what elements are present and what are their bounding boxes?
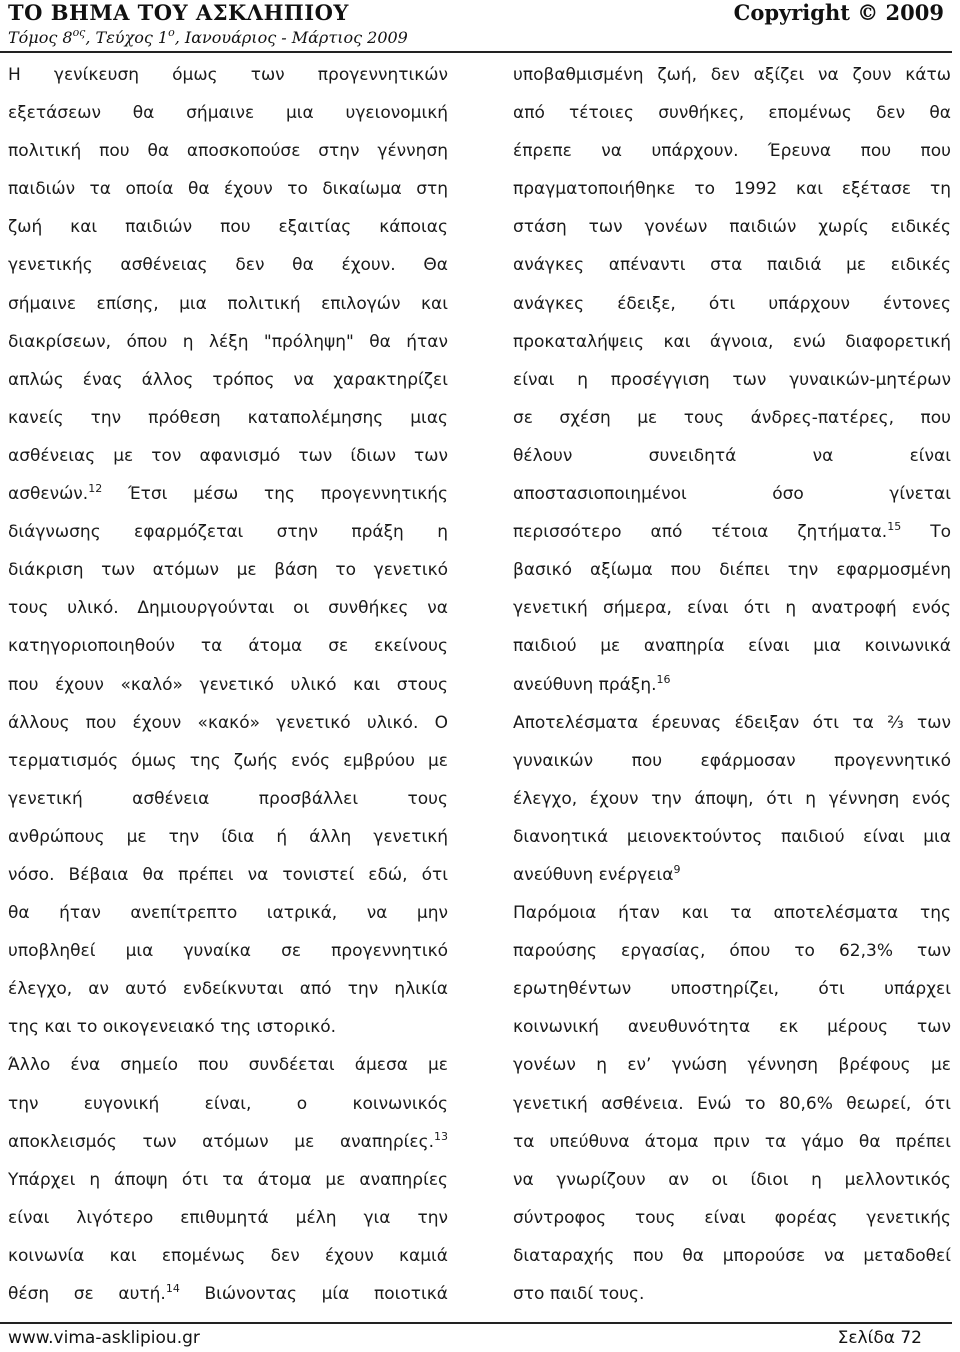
footnote-ref: 13: [434, 1129, 448, 1143]
text-line: έπρεπε να υπάρχουν. Έρευνα που που: [513, 141, 951, 162]
copyright-notice: Copyright © 2009: [733, 0, 944, 25]
text-line: σύντροφος τους είναι φορέας γενετικής: [513, 1207, 951, 1228]
text-line: διαταραχής που θα μπορούσε να μεταδοθεί: [513, 1245, 951, 1266]
text-line: ζωή και παιδιών που εξαιτίας κάποιας: [8, 217, 448, 238]
text-line: τερματισμός όμως της ζωής ενός εμβρύου με: [8, 750, 448, 771]
text-line: διανοητικά μειονεκτούντος παιδιού είναι μια: [513, 826, 951, 847]
text-line: την ευγονική είναι, ο κοινωνικός: [8, 1093, 448, 1114]
text-line: προκαταλήψεις και άγνοια, ενώ διαφορετική: [513, 331, 951, 352]
text-line: εξετάσεων θα σήμαινε μια υγειονομική: [8, 103, 448, 124]
text-line: στο παιδί τους.: [513, 1284, 645, 1304]
text-line: θα ήταν ανεπίτρεπτο ιατρικά, να μην: [8, 903, 448, 924]
text-line: ασθένειας με τον αφανισμό των ίδιων των: [8, 445, 448, 466]
text-line: παρούσης εργασίας, όπου το 62,3% των: [513, 941, 951, 962]
footnote-ref: 14: [165, 1282, 180, 1295]
text-line: κοινωνική ανευθυνότητα εκ μέρους των: [513, 1017, 951, 1038]
text-line: διακρίσεων, όπου η λέξη "πρόληψη" θα ήταν: [8, 331, 448, 352]
text-line: Η γενίκευση όμως των προγεννητικών: [8, 65, 448, 85]
text-line: γενετική ασθένεια. Ενώ το 80,6% θεωρεί, ότι: [513, 1093, 951, 1114]
right-column: [513, 56, 951, 1313]
text-line: γενετική σήμερα, είναι ότι η ανατροφή ενός: [513, 598, 951, 619]
text-line: ανεύθυνη πράξη.$^{16}$: [513, 672, 671, 695]
text-line: Υπάρχει η άποψη ότι τα άτομα με αναπηρίες: [8, 1169, 448, 1190]
text-line: κανείς την πρόθεση καταπολέμησης μιας: [8, 407, 448, 428]
text-line: Παρόμοια ήταν και τα αποτελέσματα της: [513, 903, 951, 924]
text-line: περισσότερο από τέτοια ζητήματα.$^{15}$ Το: [513, 520, 951, 543]
text-line: ασθενών.$^{12}$ Έτσι μέσω της προγεννητικής: [8, 482, 448, 505]
text-line: ανθρώπους με την ίδια ή άλλη γενετική: [8, 826, 448, 847]
text-line: ανάγκες απέναντι στα παιδιά με ειδικές: [513, 255, 951, 276]
text-line: πολιτική που θα αποσκοπούσε στην γέννηση: [8, 141, 448, 162]
text-line: σήμαινε επίσης, μια πολιτική επιλογών και: [8, 293, 448, 314]
text-line: κοινωνία και επομένως δεν έχουν καμιά: [8, 1245, 448, 1266]
text-line: άλλους που έχουν «κακό» γενετικό υλικό. Ο: [8, 712, 448, 733]
text-line: γενετική ασθένεια προσβάλλει τους: [8, 788, 448, 809]
footer-rule: [0, 1322, 952, 1324]
header-rule: [0, 51, 952, 53]
text-line: αποστασιοποιημένοι όσο γίνεται: [513, 484, 951, 505]
footnote-ref: 16: [656, 672, 671, 686]
text-line: τους υλικό. Δημιουργούνται οι συνθήκες να: [8, 598, 448, 619]
journal-title: ΤΟ ΒΗΜΑ ΤΟΥ ΑΣΚΛΗΠΙΟΥ: [8, 0, 349, 25]
text-line: τα υπεύθυνα άτομα πριν τα γάμο θα πρέπει: [513, 1131, 951, 1152]
page-number: Σελίδα 72: [837, 1328, 922, 1348]
text-line: που έχουν «καλό» γενετικό υλικό και στους: [8, 674, 448, 695]
text-line: απλώς ένας άλλος τρόπος να χαρακτηρίζει: [8, 369, 448, 390]
text-line: παιδιού με αναπηρία είναι μια κοινωνικά: [513, 636, 951, 657]
text-line: υποβαθμισμένη ζωή, δεν αξίζει να ζουν κάτω: [513, 65, 951, 85]
text-line: Άλλο ένα σημείο που συνδέεται άμεσα με: [8, 1055, 448, 1076]
text-line: γονέων η εν’ γνώση γέννηση βρέφους με: [513, 1055, 951, 1076]
text-line: έλεγχο, έχουν την άποψη, ότι η γέννηση ενός: [513, 788, 951, 809]
text-line: είναι λιγότερο επιθυμητά μέλη για την: [8, 1207, 448, 1228]
text-line: ανάγκες έδειξε, ότι υπάρχουν έντονες: [513, 293, 951, 314]
text-line: της και το οικογενειακό της ιστορικό.: [8, 1017, 337, 1038]
text-line: αποκλεισμός των ατόμων με αναπηρίες.$^{13}$: [8, 1129, 448, 1152]
text-line: να γνωρίζουν αν οι ίδιοι η μελλοντικός: [513, 1169, 951, 1190]
text-line: κατηγοριοποιηθούν τα άτομα σε εκείνους: [8, 636, 448, 657]
text-line: πραγματοποιήθηκε το 1992 και εξέτασε τη: [513, 179, 951, 200]
text-line: υποβληθεί μια γυναίκα σε προγεννητικό: [8, 941, 448, 962]
text-line: έλεγχο, αν αυτό ενδείκνυται από την ηλικία: [8, 979, 448, 1000]
footnote-ref: 12: [88, 482, 103, 496]
text-line: Αποτελέσματα έρευνας έδειξαν ότι τα ⅔ των: [513, 712, 951, 733]
issue-info: Τόμος $8^{o\varsigma}$, Τεύχος $1^o$, Ιανουάριος - Μάρτιος 2009: [8, 26, 408, 47]
footer-url[interactable]: www.vima-asklipiou.gr: [8, 1328, 200, 1348]
text-line: θέλουν συνειδητά να είναι: [513, 445, 951, 466]
footnote-ref: 15: [887, 520, 902, 534]
text-line: διάγνωσης εφαρμόζεται στην πράξη η: [8, 522, 448, 543]
text-line: διάκριση των ατόμων με βάση το γενετικό: [8, 560, 448, 581]
text-line: σε σχέση με τους άνδρες-πατέρες, που: [513, 407, 951, 428]
text-line: στάση των γονέων παιδιών χωρίς ειδικές: [513, 217, 951, 238]
text-line: ανεύθυνη ενέργεια$^9$: [513, 862, 681, 885]
text-line: παιδιών τα οποία θα έχουν το δικαίωμα στη: [8, 179, 448, 200]
text-line: από τέτοιες συνθήκες, επομένως δεν θα: [513, 103, 951, 124]
text-line: νόσο. Βέβαια θα πρέπει να τονιστεί εδώ, ότι: [8, 864, 448, 885]
text-line: γενετικής ασθένειας δεν θα έχουν. Θα: [8, 255, 448, 276]
text-line: είναι η προσέγγιση των γυναικών-μητέρων: [513, 369, 951, 390]
text-line: βασικό αξίωμα που διέπει την εφαρμοσμένη: [513, 560, 951, 581]
footnote-ref: 9: [673, 862, 681, 876]
text-line: θέση σε αυτή.$^{14}$ Βιώνοντας μία ποιοτικά: [8, 1282, 448, 1304]
text-line: γυναικών που εφάρμοσαν προγεννητικό: [513, 750, 951, 771]
left-column: [8, 56, 448, 1313]
text-line: ερωτηθέντων υποστηρίζει, ότι υπάρχει: [513, 979, 951, 1000]
